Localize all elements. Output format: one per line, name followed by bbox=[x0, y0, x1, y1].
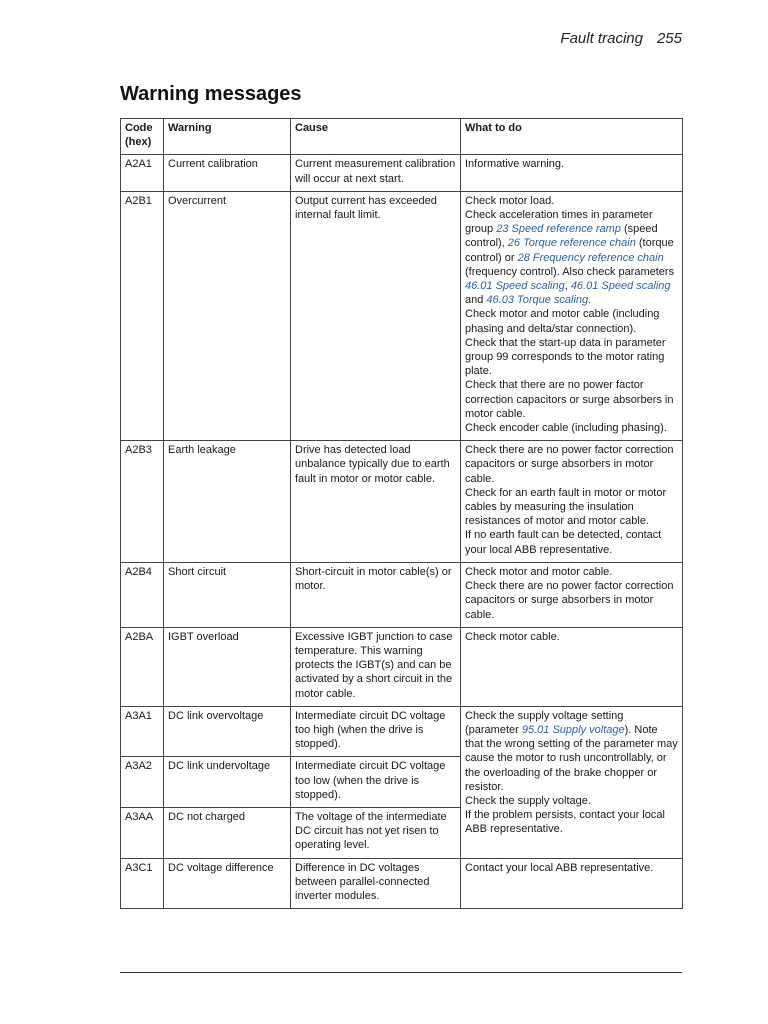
action-text: Check the supply voltage. bbox=[465, 794, 591, 807]
cell-warning: Short circuit bbox=[164, 562, 291, 627]
action-text: Check for an earth fault in motor or motor cables by measuring the insulation resistances of motor and motor cable. bbox=[465, 486, 667, 528]
action-text: Check motor and motor cable. bbox=[465, 565, 613, 578]
action-text: and bbox=[465, 294, 487, 307]
column-header-code: Code (hex) bbox=[121, 119, 164, 155]
cell-code: A3C1 bbox=[121, 858, 164, 909]
cell-warning: DC voltage difference bbox=[164, 858, 291, 909]
cell-what-to-do bbox=[461, 191, 683, 440]
action-text: Informative warning. bbox=[465, 158, 565, 171]
action-text: Check motor cable. bbox=[465, 630, 560, 643]
cell-cause: Intermediate circuit DC voltage too high (when the drive is stopped). bbox=[291, 706, 461, 757]
cell-warning: Overcurrent bbox=[164, 191, 291, 440]
table-row bbox=[121, 858, 683, 909]
action-line bbox=[465, 861, 679, 875]
parameter-link[interactable]: 26 Torque reference chain bbox=[507, 237, 636, 250]
parameter-link[interactable]: 46.01 Speed scaling bbox=[570, 280, 671, 293]
cell-cause: Excessive IGBT junction to case temperature. This warning protects the IGBT(s) and can be activated by a short circuit in the motor cable. bbox=[291, 627, 461, 706]
action-text: Contact your local ABB representative. bbox=[465, 861, 654, 874]
cell-what-to-do bbox=[461, 441, 683, 563]
table-header-row bbox=[121, 119, 683, 155]
action-text: , bbox=[564, 280, 571, 293]
action-line bbox=[465, 808, 679, 836]
action-line bbox=[465, 208, 679, 307]
cell-code: A2A1 bbox=[121, 155, 164, 191]
action-text: If the problem persists, contact your local ABB representative. bbox=[465, 809, 665, 836]
action-text: Check motor and motor cable (including phasing and delta/star connection). bbox=[465, 308, 660, 335]
table-row bbox=[121, 627, 683, 706]
action-line bbox=[465, 630, 679, 644]
action-text: If no earth fault can be detected, contact your local ABB representative. bbox=[465, 529, 662, 556]
header-title: Fault tracing bbox=[560, 30, 643, 47]
cell-what-to-do bbox=[461, 155, 683, 191]
action-line bbox=[465, 579, 679, 622]
action-text: (frequency control). Also check parameters bbox=[465, 265, 675, 278]
action-line bbox=[465, 794, 679, 808]
action-line bbox=[465, 378, 679, 421]
action-line bbox=[465, 443, 679, 486]
action-text: (speed control), bbox=[465, 223, 658, 250]
cell-what-to-do bbox=[461, 562, 683, 627]
cell-warning: IGBT overload bbox=[164, 627, 291, 706]
action-text: Check acceleration times in parameter group bbox=[465, 209, 653, 236]
cell-what-to-do bbox=[461, 706, 683, 858]
table-row bbox=[121, 706, 683, 757]
cell-code: A2B1 bbox=[121, 191, 164, 440]
table-row bbox=[121, 562, 683, 627]
table-row bbox=[121, 191, 683, 440]
action-line bbox=[465, 307, 679, 335]
action-text: Check there are no power factor correction capacitors or surge absorbers in motor cable. bbox=[465, 580, 674, 621]
page-header bbox=[560, 30, 682, 47]
action-text: ). Note that the wrong setting of the parameter may cause the motor to rush uncontrollably, or the overloading of the brake chopper or resistor. bbox=[465, 723, 678, 793]
action-text: Check encoder cable (including phasing). bbox=[465, 422, 667, 435]
cell-code: A2B3 bbox=[121, 441, 164, 563]
cell-cause: Current measurement calibration will occur at next start. bbox=[291, 155, 461, 191]
cell-code: A3A1 bbox=[121, 706, 164, 757]
cell-code: A2B4 bbox=[121, 562, 164, 627]
action-text: Check there are no power factor correction capacitors or surge absorbers in motor cable. bbox=[465, 444, 674, 485]
cell-warning: Current calibration bbox=[164, 155, 291, 191]
action-text: Check that the start-up data in parameter group 99 corresponds to the motor rating plate. bbox=[465, 336, 666, 378]
cell-cause: Difference in DC voltages between parallel-connected inverter modules. bbox=[291, 858, 461, 909]
cell-cause: Output current has exceeded internal fault limit. bbox=[291, 191, 461, 440]
action-line bbox=[465, 486, 679, 529]
column-header-cause: Cause bbox=[291, 119, 461, 155]
footer-rule bbox=[120, 972, 682, 973]
cell-warning: DC link overvoltage bbox=[164, 706, 291, 757]
column-header-warning: Warning bbox=[164, 119, 291, 155]
parameter-link[interactable]: 95.01 Supply voltage bbox=[521, 723, 625, 736]
table-body bbox=[121, 155, 683, 909]
action-line bbox=[465, 421, 679, 435]
table-row bbox=[121, 441, 683, 563]
action-text: Check motor load. bbox=[465, 194, 555, 207]
warning-messages-table bbox=[120, 118, 683, 909]
cell-what-to-do bbox=[461, 627, 683, 706]
action-text: . bbox=[588, 294, 592, 307]
page-number: 255 bbox=[656, 30, 682, 47]
parameter-link[interactable]: 28 Frequency reference chain bbox=[517, 251, 664, 264]
cell-cause: The voltage of the intermediate DC circuit has not yet risen to operating level. bbox=[291, 807, 461, 858]
action-line bbox=[465, 565, 679, 579]
cell-what-to-do bbox=[461, 858, 683, 909]
action-text: Check that there are no power factor correction capacitors or surge absorbers in motor cable. bbox=[465, 379, 674, 420]
cell-code: A3AA bbox=[121, 807, 164, 858]
action-line bbox=[465, 194, 679, 208]
action-line bbox=[465, 709, 679, 794]
parameter-link[interactable]: 23 Speed reference ramp bbox=[496, 223, 621, 236]
action-text: Check the supply voltage setting (parameter bbox=[465, 709, 624, 736]
parameter-link[interactable]: 46.03 Torque scaling bbox=[486, 294, 589, 307]
action-line bbox=[465, 336, 679, 379]
section-title: Warning messages bbox=[120, 83, 302, 105]
action-text: (torque control) or bbox=[465, 237, 674, 264]
parameter-link[interactable]: 46.01 Speed scaling bbox=[465, 280, 565, 293]
cell-code: A3A2 bbox=[121, 757, 164, 808]
cell-code: A2BA bbox=[121, 627, 164, 706]
cell-cause: Drive has detected load unbalance typically due to earth fault in motor or motor cable. bbox=[291, 441, 461, 563]
column-header-what-to-do: What to do bbox=[461, 119, 683, 155]
table-row bbox=[121, 155, 683, 191]
cell-cause: Short-circuit in motor cable(s) or motor. bbox=[291, 562, 461, 627]
action-line bbox=[465, 157, 679, 171]
cell-warning: DC link undervoltage bbox=[164, 757, 291, 808]
action-line bbox=[465, 528, 679, 556]
cell-cause: Intermediate circuit DC voltage too low (when the drive is stopped). bbox=[291, 757, 461, 808]
cell-warning: DC not charged bbox=[164, 807, 291, 858]
cell-warning: Earth leakage bbox=[164, 441, 291, 563]
